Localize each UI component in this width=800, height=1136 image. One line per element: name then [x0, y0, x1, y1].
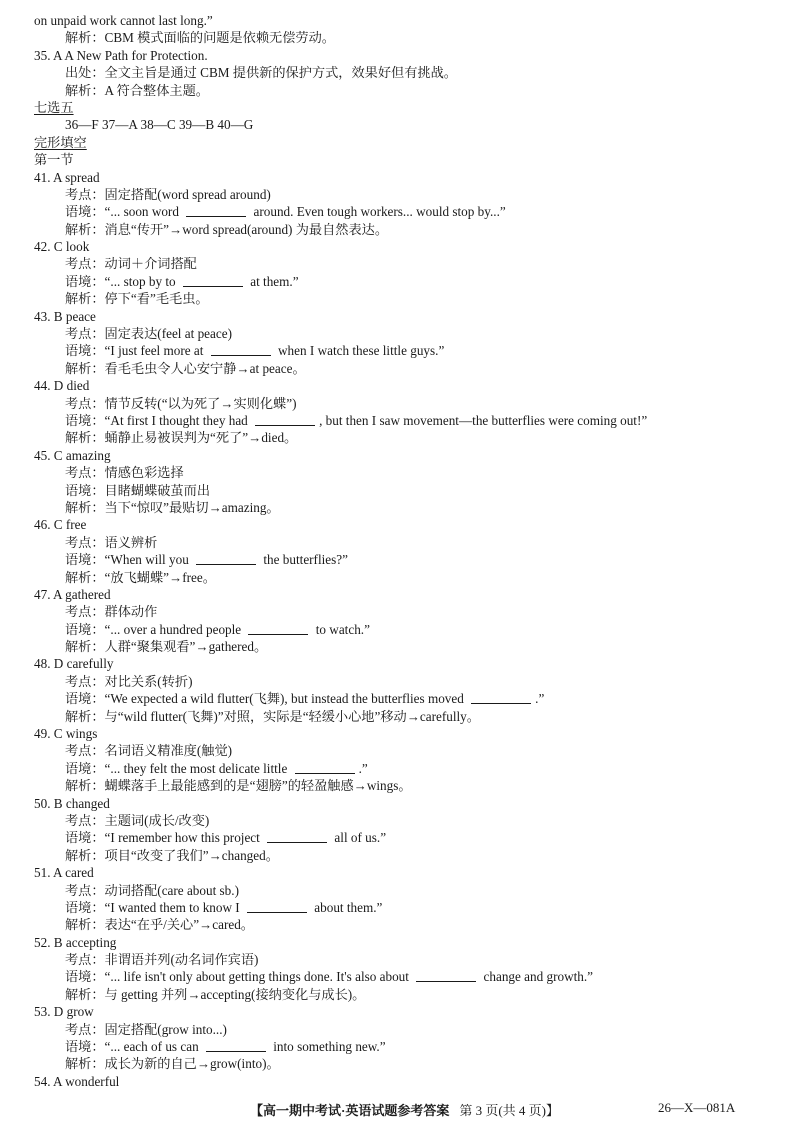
- context-line: [34, 829, 774, 846]
- point-line: [34, 742, 774, 759]
- question-answer: [34, 655, 774, 672]
- analysis-line: [34, 708, 774, 725]
- section-heading: [34, 134, 774, 151]
- point-line: [34, 325, 774, 342]
- line-text: 考点：固定搭配(grow into...): [65, 1021, 227, 1037]
- line-text: 考点：主题词(成长/改变): [65, 812, 210, 828]
- answer-blank: [186, 204, 246, 217]
- line-text: 36—F 37—A 38—C 39—B 40—G: [65, 117, 254, 133]
- context-text-before: 语境：“... they felt the most delicate little: [65, 760, 291, 776]
- context-text-after: change and growth.”: [480, 969, 594, 985]
- point-line: [34, 812, 774, 829]
- line-text: 解析：消息“传开”→word spread(around) 为最自然表达。: [65, 221, 389, 237]
- line-text: 解析：项目“改变了我们”→changed。: [65, 847, 279, 863]
- line-text: 考点：动词＋介词搭配: [65, 256, 197, 272]
- context-text-after: at them.”: [246, 273, 299, 289]
- line-text: 完形填空: [34, 134, 87, 150]
- line-text: 出处：全文主旨是通过 CBM 提供新的保护方式，效果好但有挑战。: [65, 65, 457, 81]
- line-text: 考点：名词语义精准度(触觉): [65, 743, 233, 759]
- question-answer: [34, 169, 774, 186]
- analysis-line: [34, 916, 774, 933]
- point-line: [34, 673, 774, 690]
- subsection-heading: [34, 151, 774, 168]
- context-text-before: 语境：“I remember how this project: [65, 830, 264, 846]
- question-answer: [34, 864, 774, 881]
- question-answer: [34, 586, 774, 603]
- context-text-after: into something new.”: [269, 1039, 386, 1055]
- line-text: 53. D grow: [34, 1004, 94, 1020]
- context-line: [34, 273, 774, 290]
- analysis-line: [34, 499, 774, 516]
- context-text-after: when I watch these little guys.”: [274, 343, 445, 359]
- point-line: [34, 1021, 774, 1038]
- question-answer: [34, 795, 774, 812]
- answer-blank: [416, 969, 476, 982]
- analysis-line: [34, 360, 774, 377]
- line-text: 51. A cared: [34, 865, 94, 881]
- line-text: 语境：目睹蝴蝶破茧而出: [65, 482, 211, 498]
- continuation-line: [34, 12, 774, 29]
- line-text: 解析：成长为新的自己→grow(into)。: [65, 1056, 280, 1072]
- line-text: 解析：当下“惊叹”最贴切→amazing。: [65, 499, 280, 515]
- analysis-line: [34, 847, 774, 864]
- point-line: [34, 882, 774, 899]
- line-text: 考点：非谓语并列(动名词作宾语): [65, 952, 259, 968]
- context-text-after: all of us.”: [331, 830, 387, 846]
- question-answer: [34, 1073, 774, 1090]
- line-text: 42. C look: [34, 239, 90, 255]
- analysis-line: [34, 638, 774, 655]
- context-text-after: about them.”: [311, 899, 383, 915]
- line-text: 解析：A 符合整体主题。: [65, 82, 209, 98]
- context-text-after: the butterflies?”: [260, 552, 348, 568]
- line-text: 考点：固定表达(feel at peace): [65, 326, 232, 342]
- answer-blank: [248, 622, 308, 635]
- analysis-line: [34, 290, 774, 307]
- answer-blank: [211, 343, 271, 356]
- context-text-after: to watch.”: [312, 621, 370, 637]
- answer-blank: [295, 761, 355, 774]
- answer-blank: [267, 830, 327, 843]
- analysis-line: [34, 986, 774, 1003]
- line-text: 解析：蛹静止易被误判为“死了”→died。: [65, 430, 298, 446]
- answer-blank: [255, 413, 315, 426]
- question-answer: [34, 516, 774, 533]
- context-text-before: 语境：“We expected a wild flutter(飞舞), but instead the butterflies moved: [65, 691, 468, 707]
- context-text-before: 语境：“... stop by to: [65, 273, 179, 289]
- footer-code: 26—X—081A: [658, 1100, 736, 1115]
- context-line: [34, 412, 774, 429]
- question-answer: [34, 725, 774, 742]
- context-line: [34, 690, 774, 707]
- answer-blank: [183, 274, 243, 287]
- line-text: 第一节: [34, 152, 74, 168]
- context-line: [34, 760, 774, 777]
- answer-list: [34, 116, 774, 133]
- line-text: 考点：情节反转(“以为死了→实则化蝶”): [65, 395, 297, 411]
- answer-blank: [206, 1039, 266, 1052]
- analysis-line: [34, 569, 774, 586]
- answer-blank: [471, 691, 531, 704]
- line-text: 考点：群体动作: [65, 604, 158, 620]
- line-text: 解析：人群“聚集观看”→gathered。: [65, 639, 268, 655]
- context-line: [34, 1038, 774, 1055]
- line-text: 52. B accepting: [34, 934, 117, 950]
- footer-page-number: 第 3 页(共 4 页)】: [459, 1103, 560, 1118]
- point-line: [34, 395, 774, 412]
- question-answer: [34, 238, 774, 255]
- line-text: 41. A spread: [34, 169, 100, 185]
- analysis-line: [34, 221, 774, 238]
- line-text: 解析：表达“在乎/关心”→cared。: [65, 917, 254, 933]
- point-line: [34, 603, 774, 620]
- question-answer: [34, 308, 774, 325]
- question-answer: [34, 934, 774, 951]
- line-text: 解析：“放飞蝴蝶”→free。: [65, 569, 216, 585]
- line-text: 考点：情感色彩选择: [65, 465, 184, 481]
- line-text: 解析：蝴蝶落手上最能感到的是“翅膀”的轻盈触感→wings。: [65, 778, 412, 794]
- line-text: 考点：对比关系(转折): [65, 673, 193, 689]
- line-text: on unpaid work cannot last long.”: [34, 13, 213, 28]
- line-text: 35. A A New Path for Protection.: [34, 47, 208, 63]
- line-text: 50. B changed: [34, 795, 110, 811]
- analysis-line: [34, 777, 774, 794]
- context-text-before: 语境：“When will you: [65, 552, 193, 568]
- line-text: 47. A gathered: [34, 586, 111, 602]
- line-text: 七选五: [34, 99, 74, 115]
- footer-title-text: 【高一期中考试·英语试题参考答案: [250, 1103, 450, 1118]
- analysis-line: [34, 64, 774, 81]
- line-text: 考点：固定搭配(word spread around): [65, 186, 271, 202]
- line-text: 解析：看毛毛虫令人心安宁静→at peace。: [65, 360, 306, 376]
- context-text-after: , but then I saw movement—the butterflies were coming out!”: [319, 412, 648, 428]
- point-line: [34, 534, 774, 551]
- analysis-line: [34, 29, 774, 46]
- context-line: [34, 551, 774, 568]
- context-text-before: 语境：“I wanted them to know I: [65, 899, 243, 915]
- context-text-after: .”: [358, 760, 368, 776]
- question-answer: [34, 377, 774, 394]
- point-line: [34, 255, 774, 272]
- point-line: [34, 186, 774, 203]
- line-text: 54. A wonderful: [34, 1073, 120, 1089]
- line-text: 46. C free: [34, 517, 87, 533]
- context-line: [34, 621, 774, 638]
- line-text: 解析：与“wild flutter(飞舞)”对照，实际是“轻缓小心地”移动→carefully。: [65, 708, 480, 724]
- question-answer: [34, 1003, 774, 1020]
- context-text-before: 语境：“... each of us can: [65, 1039, 202, 1055]
- line-text: 解析：停下“看”毛毛虫。: [65, 291, 209, 307]
- context-text-before: 语境：“... over a hundred people: [65, 621, 245, 637]
- context-line: [34, 203, 774, 220]
- line-text: 45. C amazing: [34, 447, 111, 463]
- context-text-before: 语境：“I just feel more at: [65, 343, 207, 359]
- point-line: [34, 464, 774, 481]
- line-text: 43. B peace: [34, 308, 96, 324]
- point-line: [34, 951, 774, 968]
- context-line: [34, 899, 774, 916]
- section-heading: [34, 99, 774, 116]
- line-text: 解析：与 getting 并列→accepting(接纳变化与成长)。: [65, 986, 366, 1002]
- footer-title: [250, 1100, 559, 1119]
- answer-key-content: [34, 12, 774, 1090]
- context-text-before: 语境：“... life isn't only about getting things done. It's also about: [65, 969, 413, 985]
- question-answer: [34, 447, 774, 464]
- line-text: 44. D died: [34, 378, 90, 394]
- line-text: 48. D carefully: [34, 656, 114, 672]
- context-text-before: 语境：“At first I thought they had: [65, 412, 252, 428]
- analysis-line: [34, 82, 774, 99]
- context-text-after: around. Even tough workers... would stop by...”: [250, 204, 506, 220]
- point-line: [34, 482, 774, 499]
- line-text: 49. C wings: [34, 726, 98, 742]
- line-text: 考点：语义辨析: [65, 534, 158, 550]
- line-text: 考点：动词搭配(care about sb.): [65, 882, 239, 898]
- context-line: [34, 968, 774, 985]
- context-text-after: .”: [535, 691, 545, 707]
- analysis-line: [34, 1055, 774, 1072]
- question-answer: [34, 47, 774, 64]
- context-line: [34, 342, 774, 359]
- line-text: 解析：CBM 模式面临的问题是依赖无偿劳动。: [65, 30, 335, 46]
- answer-blank: [247, 900, 307, 913]
- analysis-line: [34, 429, 774, 446]
- context-text-before: 语境：“... soon word: [65, 204, 183, 220]
- page-footer: [0, 1100, 800, 1120]
- answer-blank: [196, 552, 256, 565]
